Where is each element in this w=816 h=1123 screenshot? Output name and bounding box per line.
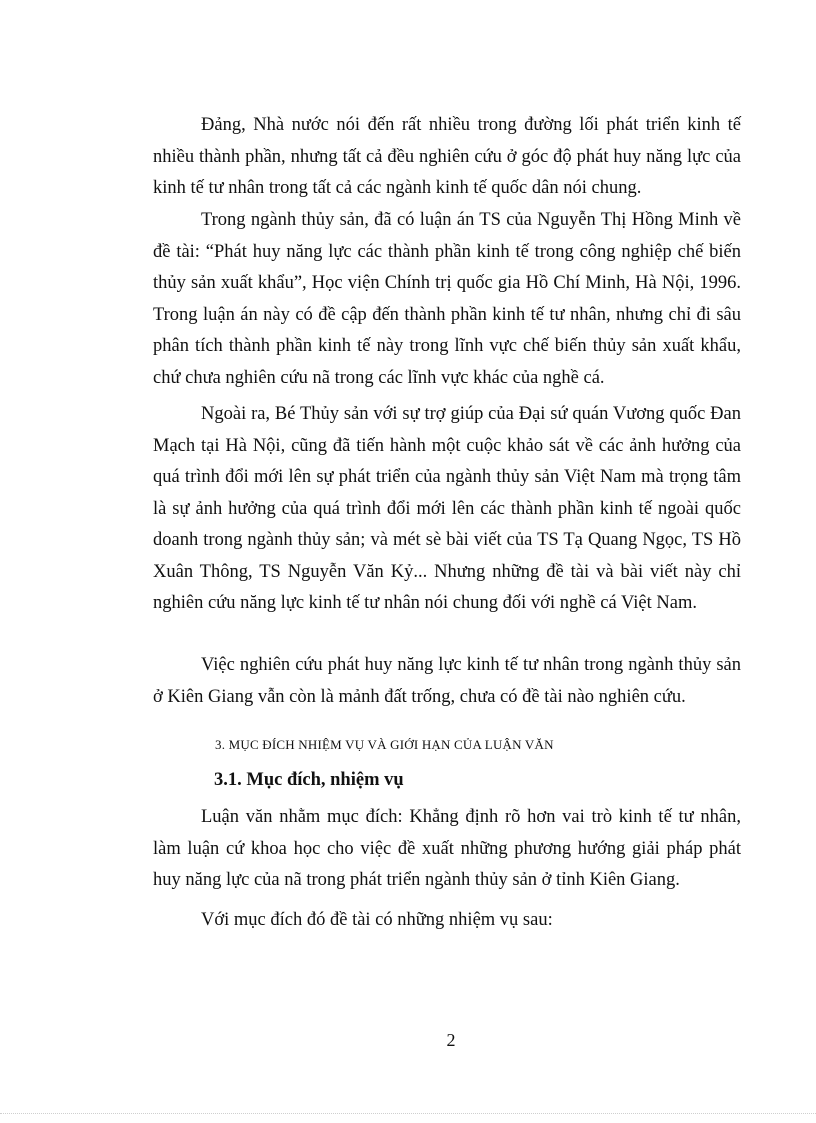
- section-heading: 3. MỤC ĐÍCH NHIỆM VỤ VÀ GIỚI HẠN CỦA LUẬN VĂN: [215, 737, 554, 752]
- paragraph-3: Ngoài ra, Bé Thủy sản với sự trợ giúp của Đại sứ quán Vương quốc Đan Mạch tại Hà Nội, cũng đã tiến hành một cuộc khảo sát về các ảnh hưởng của quá trình đổi mới lên sự phát triển của ngành thủy sản Việt Nam mà trọng tâm là sự ảnh hưởng của quá trình đổi mới lên các thành phần kinh tế ngoài quốc doanh trong ngành thủy sản; và mét sè bài viết của TS Tạ Quang Ngọc, TS Hồ Xuân Thông, TS Nguyễn Văn Kỷ... Nhưng những đề tài và bài viết này chỉ nghiên cứu năng lực kinh tế tư nhân nói chung đối với nghề cá Việt Nam.: [153, 404, 741, 613]
- purpose-paragraph: Luận văn nhằm mục đích: Khẳng định rõ hơn vai trò kinh tế tư nhân, làm luận cứ khoa học cho việc đề xuất những phương hướng giải pháp phát huy năng lực của nã trong phát triển ngành thủy sản ở tỉnh Kiên Giang.: [153, 807, 741, 890]
- paragraph-4: Việc nghiên cứu phát huy năng lực kinh tế tư nhân trong ngành thủy sản ở Kiên Giang vẫn còn là mảnh đất trống, chưa có đề tài nào nghiên cứu.: [153, 655, 741, 707]
- page-bottom-divider: [0, 1113, 816, 1114]
- tasks-intro: Với mục đích đó đề tài có những nhiệm vụ sau:: [201, 910, 553, 930]
- page-number: 2: [446, 1030, 456, 1050]
- paragraph-1: Đảng, Nhà nước nói đến rất nhiều trong đường lối phát triển kinh tế nhiều thành phần, nhưng tất cả đều nghiên cứu ở góc độ phát huy năng lực của kinh tế tư nhân trong tất cả các ngành kinh tế quốc dân nói chung.: [153, 115, 741, 198]
- subsection-heading: 3.1. Mục đích, nhiệm vụ: [214, 770, 404, 790]
- paragraph-2: Trong ngành thủy sản, đã có luận án TS của Nguyễn Thị Hồng Minh về đề tài: “Phát huy năng lực các thành phần kinh tế trong công nghiệp chế biến thủy sản xuất khẩu”, Học viện Chính trị quốc gia Hồ Chí Minh, Hà Nội, 1996. Trong luận án này có đề cập đến thành phần kinh tế tư nhân, nhưng chỉ đi sâu phân tích thành phần kinh tế này trong lĩnh vực chế biến thủy sản xuất khẩu, chứ chưa nghiên cứu nã trong các lĩnh vực khác của nghề cá.: [153, 210, 741, 388]
